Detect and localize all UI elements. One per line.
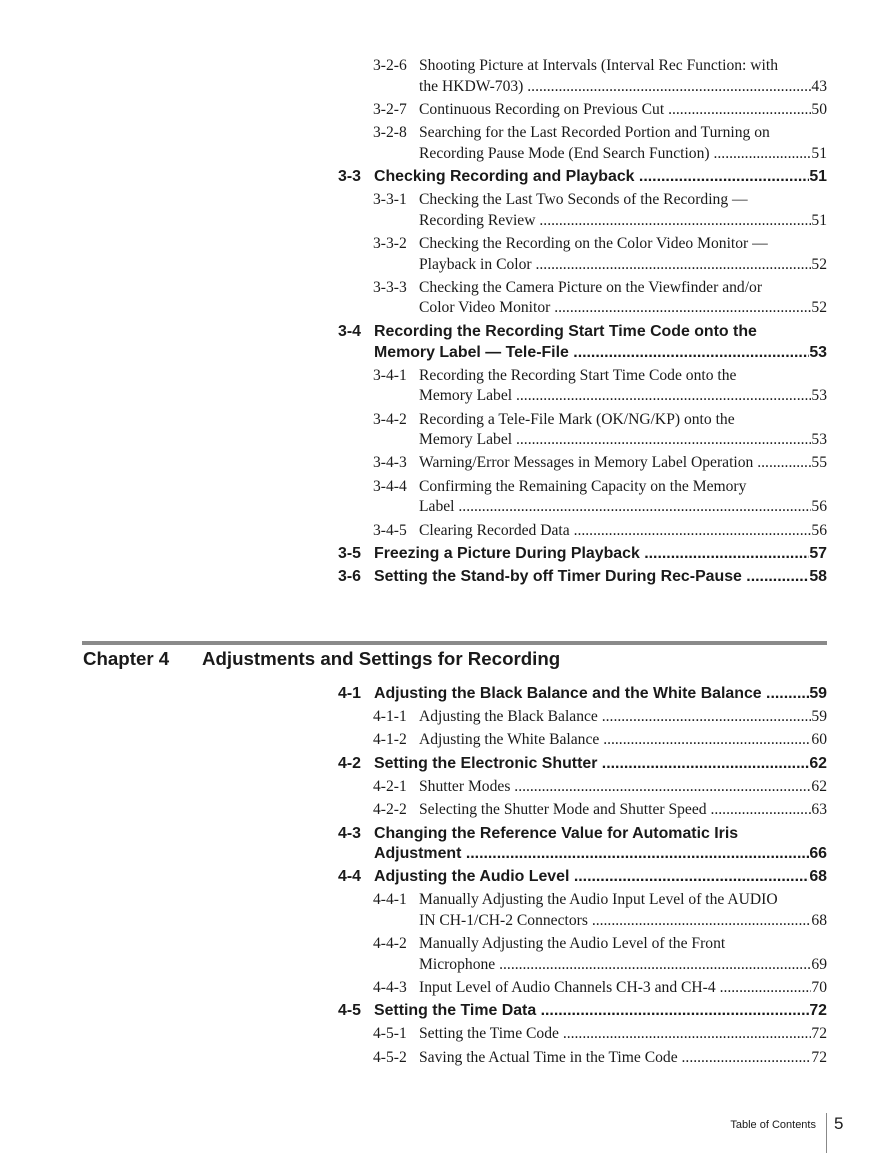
entry-text xyxy=(374,167,827,188)
entry-text xyxy=(419,410,827,451)
entry-title-last-line xyxy=(419,911,827,932)
entry-text xyxy=(419,890,827,931)
entry-number: 4-4-3 xyxy=(373,979,407,997)
entry-title-line: Continuous Recording on Previous Cut ..... xyxy=(419,100,811,121)
entry-title-line: Selecting the Shutter Mode and Shutter Speed ..... xyxy=(419,800,811,821)
toc-list-chapter-4 xyxy=(338,684,827,1071)
entry-title-line: Memory Label — Tele-File ..... xyxy=(374,343,809,364)
entry-text xyxy=(419,234,827,275)
toc-subsection-entry[interactable] xyxy=(338,800,827,821)
entry-title-line: Recording the Recording Start Time Code onto the xyxy=(419,366,737,384)
entry-text xyxy=(419,123,827,164)
entry-title-line: Microphone ..... xyxy=(419,955,811,976)
entry-page-number: 68 xyxy=(811,911,827,929)
entry-title-line: Setting the Stand-by off Timer During Rec-Pause ..... xyxy=(374,567,809,588)
entry-title-last-line xyxy=(374,867,827,888)
entry-number: 4-1 xyxy=(338,685,361,702)
entry-text xyxy=(374,544,827,565)
entry-title-line: Recording the Recording Start Time Code onto the xyxy=(374,322,757,340)
footer-label: Table of Contents xyxy=(730,1119,816,1131)
entry-number: 3-3 xyxy=(338,168,361,186)
entry-text xyxy=(419,800,827,821)
entry-title-line: Warning/Error Messages in Memory Label Operation ..... xyxy=(419,453,811,474)
entry-title-line: Checking the Recording on the Color Video Monitor — xyxy=(419,235,768,253)
entry-title-last-line xyxy=(419,978,827,999)
entry-page-number: 58 xyxy=(809,568,827,586)
footer-divider xyxy=(826,1113,827,1153)
entry-page-number: 72 xyxy=(811,1048,827,1066)
entry-title-last-line xyxy=(374,844,827,865)
entry-title-last-line xyxy=(419,430,827,451)
toc-subsection-entry[interactable] xyxy=(338,890,827,931)
entry-title-last-line xyxy=(374,343,827,364)
entry-text xyxy=(419,777,827,798)
entry-title-line: Recording Pause Mode (End Search Function) ..... xyxy=(419,144,811,165)
entry-page-number: 51 xyxy=(811,211,827,229)
entry-title-line: IN CH-1/CH-2 Connectors ..... xyxy=(419,911,811,932)
entry-title-line: Searching for the Last Recorded Portion and Turning on xyxy=(419,124,770,142)
entry-text xyxy=(419,934,827,975)
entry-number: 3-2-6 xyxy=(373,57,407,74)
entry-page-number: 43 xyxy=(811,77,827,95)
entry-title-last-line xyxy=(374,167,827,188)
entry-title-line: Checking the Last Two Seconds of the Recording — xyxy=(419,191,748,209)
entry-number: 3-2-7 xyxy=(373,100,407,118)
toc-subsection-entry[interactable] xyxy=(338,123,827,164)
entry-page-number: 51 xyxy=(809,168,827,186)
entry-title-line: Checking Recording and Playback ..... xyxy=(374,167,809,188)
entry-text xyxy=(419,453,827,474)
entry-page-number: 52 xyxy=(811,255,827,273)
entry-title-line: Input Level of Audio Channels CH-3 and CH-4 ..... xyxy=(419,978,811,999)
toc-subsection-entry[interactable] xyxy=(338,278,827,319)
entry-page-number: 60 xyxy=(811,731,827,749)
entry-number: 4-4-2 xyxy=(373,935,407,953)
entry-text xyxy=(374,567,827,588)
entry-text xyxy=(419,278,827,319)
entry-title-last-line xyxy=(419,100,827,121)
toc-section-entry[interactable] xyxy=(338,754,827,775)
toc-subsection-entry[interactable] xyxy=(338,366,827,407)
entry-title-last-line xyxy=(374,544,827,565)
entry-title-last-line xyxy=(419,777,827,798)
toc-subsection-entry[interactable] xyxy=(338,707,827,728)
chapter-label: Chapter 4 xyxy=(83,648,170,669)
entry-number: 3-3-2 xyxy=(373,235,407,253)
toc-subsection-entry[interactable] xyxy=(338,1048,827,1069)
toc-subsection-entry[interactable] xyxy=(338,777,827,798)
entry-title-line: Recording Review ..... xyxy=(419,211,811,232)
toc-subsection-entry[interactable] xyxy=(338,56,827,97)
entry-number: 4-4-1 xyxy=(373,891,407,909)
entry-number: 3-4-2 xyxy=(373,410,407,428)
entry-title-last-line xyxy=(419,255,827,276)
entry-page-number: 69 xyxy=(811,955,827,973)
entry-text xyxy=(374,684,827,705)
entry-title-last-line xyxy=(419,1048,827,1069)
entry-text xyxy=(419,100,827,121)
entry-title-last-line xyxy=(419,955,827,976)
entry-text xyxy=(374,322,827,364)
entry-title-last-line xyxy=(419,497,827,518)
entry-page-number: 62 xyxy=(811,777,827,795)
entry-number: 3-3-3 xyxy=(373,278,407,296)
entry-page-number: 56 xyxy=(811,498,827,516)
toc-subsection-entry[interactable] xyxy=(338,100,827,121)
entry-page-number: 53 xyxy=(811,431,827,448)
entry-text xyxy=(419,477,827,518)
chapter-title: Adjustments and Settings for Recording xyxy=(202,648,561,669)
entry-text xyxy=(419,521,827,542)
entry-title-last-line xyxy=(419,298,827,319)
toc-subsection-entry[interactable] xyxy=(338,477,827,518)
entry-number: 4-5-2 xyxy=(373,1048,407,1066)
entry-title-line: Manually Adjusting the Audio Level of the Front xyxy=(419,935,726,953)
entry-page-number: 50 xyxy=(811,100,827,118)
entry-title-line: Label ..... xyxy=(419,497,811,518)
entry-title-line: Shutter Modes ..... xyxy=(419,777,811,798)
toc-subsection-entry[interactable] xyxy=(338,234,827,275)
entry-page-number: 56 xyxy=(811,521,827,539)
entry-title-line: Recording a Tele-File Mark (OK/NG/KP) onto the xyxy=(419,410,735,428)
toc-section-entry[interactable] xyxy=(338,167,827,188)
entry-number: 4-5 xyxy=(338,1002,361,1020)
entry-title-line: Adjusting the Black Balance ..... xyxy=(419,707,811,728)
entry-page-number: 62 xyxy=(809,754,827,772)
entry-number: 4-1-2 xyxy=(373,731,407,749)
entry-title-line: Playback in Color ..... xyxy=(419,255,811,276)
toc-section-entry[interactable] xyxy=(338,867,827,888)
entry-title-last-line xyxy=(419,386,827,407)
toc-section-entry[interactable] xyxy=(338,567,827,588)
entry-number: 4-2-1 xyxy=(373,777,407,795)
entry-number: 3-4 xyxy=(338,322,361,340)
entry-title-line: Confirming the Remaining Capacity on the Memory xyxy=(419,477,747,495)
entry-number: 3-5 xyxy=(338,545,361,563)
entry-number: 3-4-4 xyxy=(373,477,407,495)
entry-page-number: 52 xyxy=(811,299,827,317)
entry-title-line: Setting the Time Code ..... xyxy=(419,1024,811,1045)
entry-text xyxy=(419,978,827,999)
entry-title-line: Saving the Actual Time in the Time Code ..... xyxy=(419,1048,811,1069)
entry-number: 4-5-1 xyxy=(373,1025,407,1043)
toc-subsection-entry[interactable] xyxy=(338,190,827,231)
entry-title-line: Memory Label ..... xyxy=(419,386,811,407)
toc-subsection-entry[interactable] xyxy=(338,934,827,975)
entry-title-last-line xyxy=(374,754,827,775)
entry-text xyxy=(374,867,827,888)
entry-title-line: Adjusting the White Balance ..... xyxy=(419,730,811,751)
entry-title-last-line xyxy=(419,144,827,165)
entry-title-last-line xyxy=(374,684,827,705)
toc-subsection-entry[interactable] xyxy=(338,1024,827,1045)
entry-number: 3-2-8 xyxy=(373,124,407,142)
entry-text xyxy=(419,56,827,97)
entry-title-line: Shooting Picture at Intervals (Interval Rec Function: with xyxy=(419,57,779,74)
entry-text xyxy=(419,1048,827,1069)
entry-text xyxy=(374,824,827,866)
entry-number: 3-4-5 xyxy=(373,521,407,539)
entry-title-line: Freezing a Picture During Playback ..... xyxy=(374,544,809,565)
entry-page-number: 55 xyxy=(811,454,827,472)
entry-title-line: Checking the Camera Picture on the Viewfinder and/or xyxy=(419,278,763,296)
toc-section-entry[interactable] xyxy=(338,544,827,565)
toc-subsection-entry[interactable] xyxy=(338,453,827,474)
entry-page-number: 72 xyxy=(809,1002,827,1020)
entry-text xyxy=(419,190,827,231)
entry-title-line: Setting the Electronic Shutter ..... xyxy=(374,754,809,775)
entry-page-number: 51 xyxy=(811,144,827,162)
toc-list-chapter-3 xyxy=(338,56,827,590)
entry-text xyxy=(419,1024,827,1045)
entry-page-number: 72 xyxy=(811,1025,827,1043)
entry-text xyxy=(419,707,827,728)
entry-title-line: Memory Label ..... xyxy=(419,430,811,451)
toc-subsection-entry[interactable] xyxy=(338,730,827,751)
toc-section-entry[interactable] xyxy=(338,684,827,705)
entry-page-number: 66 xyxy=(809,845,827,863)
entry-title-last-line xyxy=(419,77,827,98)
entry-number: 3-4-3 xyxy=(373,454,407,472)
entry-page-number: 53 xyxy=(809,343,827,361)
entry-title-last-line xyxy=(419,521,827,542)
entry-title-line: Adjusting the Audio Level ..... xyxy=(374,867,809,888)
entry-number: 4-2-2 xyxy=(373,801,407,819)
entry-page-number: 68 xyxy=(809,868,827,886)
entry-title-last-line xyxy=(419,800,827,821)
entry-title-line: Changing the Reference Value for Automatic Iris xyxy=(374,824,739,842)
entry-text xyxy=(419,366,827,407)
toc-section-entry[interactable] xyxy=(338,824,827,866)
entry-title-line: Manually Adjusting the Audio Input Level of the AUDIO xyxy=(419,891,778,909)
entry-page-number: 59 xyxy=(811,707,827,725)
entry-text xyxy=(374,1001,827,1022)
toc-section-entry[interactable] xyxy=(338,322,827,364)
entry-title-last-line xyxy=(374,1001,827,1022)
entry-text xyxy=(374,754,827,775)
entry-title-line: Setting the Time Data ..... xyxy=(374,1001,809,1022)
entry-title-last-line xyxy=(419,730,827,751)
chapter-rule xyxy=(82,641,827,645)
page-number: 5 xyxy=(834,1114,844,1133)
toc-subsection-entry[interactable] xyxy=(338,978,827,999)
entry-title-line: the HKDW-703) ..... xyxy=(419,77,811,98)
entry-page-number: 63 xyxy=(811,801,827,819)
entry-number: 3-4-1 xyxy=(373,366,407,384)
entry-number: 4-3 xyxy=(338,824,361,842)
entry-text xyxy=(419,730,827,751)
entry-page-number: 57 xyxy=(809,545,827,563)
toc-subsection-entry[interactable] xyxy=(338,410,827,451)
toc-subsection-entry[interactable] xyxy=(338,521,827,542)
entry-page-number: 53 xyxy=(811,387,827,405)
entry-title-line: Color Video Monitor ..... xyxy=(419,298,811,319)
entry-title-line: Adjusting the Black Balance and the White Balance ..... xyxy=(374,684,809,705)
entry-number: 3-3-1 xyxy=(373,191,407,209)
entry-title-last-line xyxy=(374,567,827,588)
entry-number: 3-6 xyxy=(338,568,361,586)
entry-title-line: Adjustment ..... xyxy=(374,844,809,865)
entry-page-number: 70 xyxy=(811,979,827,997)
entry-title-last-line xyxy=(419,453,827,474)
entry-page-number: 59 xyxy=(809,685,827,702)
entry-number: 4-2 xyxy=(338,754,361,772)
chapter-heading xyxy=(83,647,560,671)
entry-number: 4-1-1 xyxy=(373,707,407,725)
entry-number: 4-4 xyxy=(338,868,361,886)
entry-title-last-line xyxy=(419,1024,827,1045)
entry-title-last-line xyxy=(419,707,827,728)
toc-section-entry[interactable] xyxy=(338,1001,827,1022)
entry-title-line: Clearing Recorded Data ..... xyxy=(419,521,811,542)
entry-title-last-line xyxy=(419,211,827,232)
